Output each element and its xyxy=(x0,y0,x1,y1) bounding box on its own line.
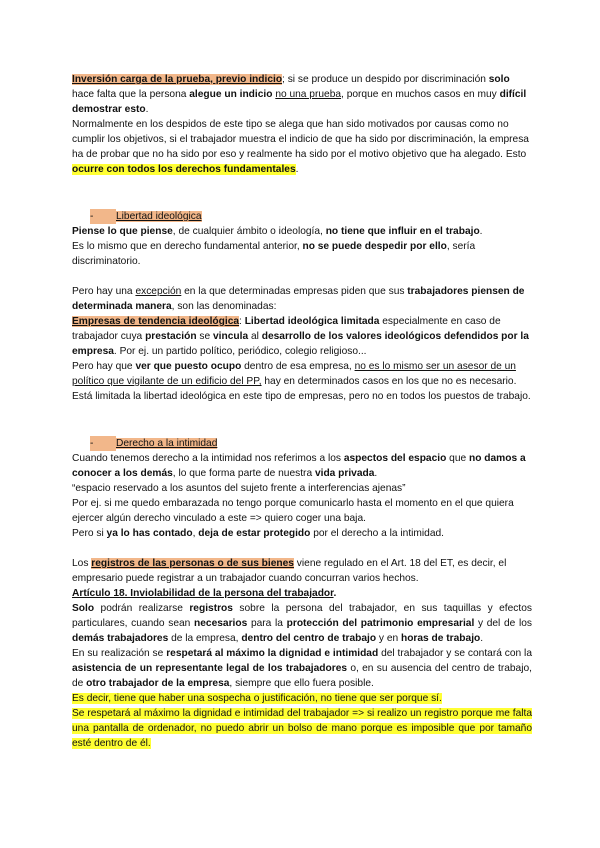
paragraph-embarazada xyxy=(72,496,532,526)
paragraph-sospecha xyxy=(72,691,532,706)
paragraph-puesto xyxy=(72,359,532,389)
text-underline: no una prueba xyxy=(275,89,342,100)
text: Pero si xyxy=(72,528,107,539)
text: del trabajador y se contará con la xyxy=(378,648,532,659)
paragraph-piense xyxy=(72,224,532,239)
text-bold: . xyxy=(333,588,337,599)
text: que xyxy=(446,453,469,464)
text: , sería discriminatorio. xyxy=(72,241,476,267)
text: Está limitada la libertad ideológica en este tipo de empresas, pero no en todos los puestos de trabajo. xyxy=(72,391,531,402)
bullet-libertad xyxy=(72,209,532,224)
text: , siempre que ello fuera posible. xyxy=(229,678,374,689)
text: en la que determinadas empresas piden que sus xyxy=(181,286,408,297)
paragraph-excepcion xyxy=(72,284,532,314)
text-bold: difícil demostrar esto xyxy=(72,89,527,115)
text-bold: Solo xyxy=(72,603,95,614)
text-underline: excepción xyxy=(135,286,182,297)
text: para la xyxy=(247,618,287,629)
text-bold: respetará al máximo la dignidad e intimidad xyxy=(166,648,379,659)
paragraph-cuando xyxy=(72,451,532,481)
text-bold: asistencia de un representante legal de los trabajadores xyxy=(72,663,348,674)
heading-inversion: Inversión carga de la prueba, previo indicio xyxy=(72,74,283,85)
text: Es lo mismo que en derecho fundamental anterior, xyxy=(72,241,303,252)
text-highlight: ocurre con todos los derechos fundamentales xyxy=(72,164,296,175)
text: “espacio reservado a los asuntos del sujeto frente a interferencias ajenas” xyxy=(72,483,406,494)
paragraph-respetara xyxy=(72,706,532,751)
text-bold: no damos a conocer a los demás xyxy=(72,453,526,479)
text-bold: deja de estar protegido xyxy=(198,528,311,539)
text: , porque en muchos casos en muy xyxy=(341,89,500,100)
text: : xyxy=(239,316,245,327)
text: Pero hay una xyxy=(72,286,136,297)
text: Los xyxy=(72,558,92,569)
text: y del de los xyxy=(474,618,533,629)
text: . xyxy=(374,468,378,479)
paragraph-solo xyxy=(72,601,532,646)
text-bold: otro trabajador de la empresa xyxy=(86,678,230,689)
text: , son las denominadas: xyxy=(171,301,277,312)
text-highlight: Es decir, tiene que haber una sospecha o justificación, no tiene que ser porque sí. xyxy=(72,693,442,704)
paragraph-quote xyxy=(72,481,532,496)
text: Pero hay que xyxy=(72,361,136,372)
text: . xyxy=(295,164,299,175)
text-bold: ya lo has contado xyxy=(106,528,193,539)
text-bold: trabajadores piensen de determinada manera xyxy=(72,286,525,312)
text-bold: desarrollo de los valores ideológicos defendidos por la empresa xyxy=(72,331,529,357)
text: se xyxy=(196,331,214,342)
text: hay en determinados casos en los que no es necesario. xyxy=(261,376,517,387)
paragraph-normalmente xyxy=(72,117,532,177)
text: , lo que forma parte de nuestra xyxy=(172,468,315,479)
text-bold: demás trabajadores xyxy=(72,633,169,644)
text-bold: no se puede despedir por ello xyxy=(302,241,447,252)
text: al xyxy=(248,331,262,342)
text: por el derecho a la intimidad. xyxy=(310,528,445,539)
text-bold: Piense lo que piense xyxy=(72,226,173,237)
text: Cuando tenemos derecho a la intimidad nos referimos a los xyxy=(72,453,344,464)
document-page xyxy=(72,72,532,751)
text-bold: Libertad ideológica limitada xyxy=(244,316,380,327)
paragraph-limitada xyxy=(72,389,532,404)
paragraph-inversion xyxy=(72,72,532,117)
text-bold: dentro del centro de trabajo xyxy=(241,633,377,644)
text: hace falta que la persona xyxy=(72,89,190,100)
text-bold: solo xyxy=(488,74,510,85)
heading-libertad: Libertad ideológica xyxy=(116,211,202,222)
text: de la empresa, xyxy=(168,633,242,644)
text-bold: horas de trabajo xyxy=(400,633,481,644)
text-highlight: Se respetará al máximo la dignidad e intimidad del trabajador => si realizo un registro porque me falta una pantalla de ordenador, no puedo abrir un bolso de mano porque es imposible que por tamaño esté dentro de él. xyxy=(72,708,532,749)
text-bold: ver que puesto ocupo xyxy=(135,361,242,372)
text-bold: necesarios xyxy=(194,618,248,629)
paragraph-mismo xyxy=(72,239,532,269)
text: . xyxy=(480,633,484,644)
text-bold: no tiene que influir en el trabajo xyxy=(325,226,480,237)
paragraph-contado xyxy=(72,526,532,541)
text: ; si se produce un despido por discriminación xyxy=(282,74,489,85)
heading-registros: registros de las personas o de sus bienes xyxy=(91,558,294,569)
heading-intimidad: Derecho a la intimidad xyxy=(116,438,218,449)
article-title xyxy=(72,586,532,601)
text: y en xyxy=(376,633,401,644)
text: podrán realizarse xyxy=(94,603,190,614)
bullet-dash: - xyxy=(90,436,116,451)
text-bold: protección del patrimonio empresarial xyxy=(286,618,475,629)
bullet-intimidad xyxy=(72,436,532,451)
text: Por ej. si me quedo embarazada no tengo porque comunicarlo hasta el momento en el que quiera ejercer algún derecho vinculado a este => quiero coger una baja. xyxy=(72,498,514,524)
text: . xyxy=(479,226,483,237)
text: Normalmente en los despidos de este tipo se alega que han sido motivados por causas como no cumplir los objetivos, si el trabajador muestra el indicio de que ha sido por discriminación, la empresa ha de probar que no ha sido por eso y realmente ha sido por el motivo objetivo que ha alegado. Esto xyxy=(72,119,529,160)
paragraph-registros xyxy=(72,556,532,586)
text: o, en su ausencia del centro de trabajo, de xyxy=(72,663,532,689)
text: dentro de esa empresa, xyxy=(241,361,355,372)
text: especialmente en caso de trabajador cuya xyxy=(72,316,501,342)
text: viene regulado en el Art. 18 del ET, es decir, el empresario puede registrar a un trabajador cuando concurran varios hechos. xyxy=(72,558,507,584)
heading-empresas: Empresas de tendencia ideológica xyxy=(72,316,240,327)
text-bold: prestación xyxy=(145,331,197,342)
paragraph-realizacion xyxy=(72,646,532,691)
text-underline: no es lo mismo ser un asesor de un político que vigilante de un edificio del PP, xyxy=(72,361,516,387)
text: En su realización se xyxy=(72,648,167,659)
text: , de cualquier ámbito o ideología, xyxy=(172,226,326,237)
text: sobre la persona del trabajador, en sus taquillas y efectos particulares, cuando sean xyxy=(72,603,532,629)
paragraph-empresas xyxy=(72,314,532,359)
text-bold: registros xyxy=(189,603,233,614)
article-heading: Artículo 18. Inviolabilidad de la persona del trabajador xyxy=(72,588,334,599)
text-bold: alegue un indicio xyxy=(189,89,273,100)
text: . xyxy=(145,104,149,115)
text: . Por ej. un partido político, periódico, colegio religioso... xyxy=(113,346,367,357)
text-bold: aspectos del espacio xyxy=(343,453,447,464)
text-bold: vida privada xyxy=(314,468,375,479)
text: , xyxy=(192,528,199,539)
text-bold: vincula xyxy=(213,331,249,342)
bullet-dash: - xyxy=(90,209,116,224)
